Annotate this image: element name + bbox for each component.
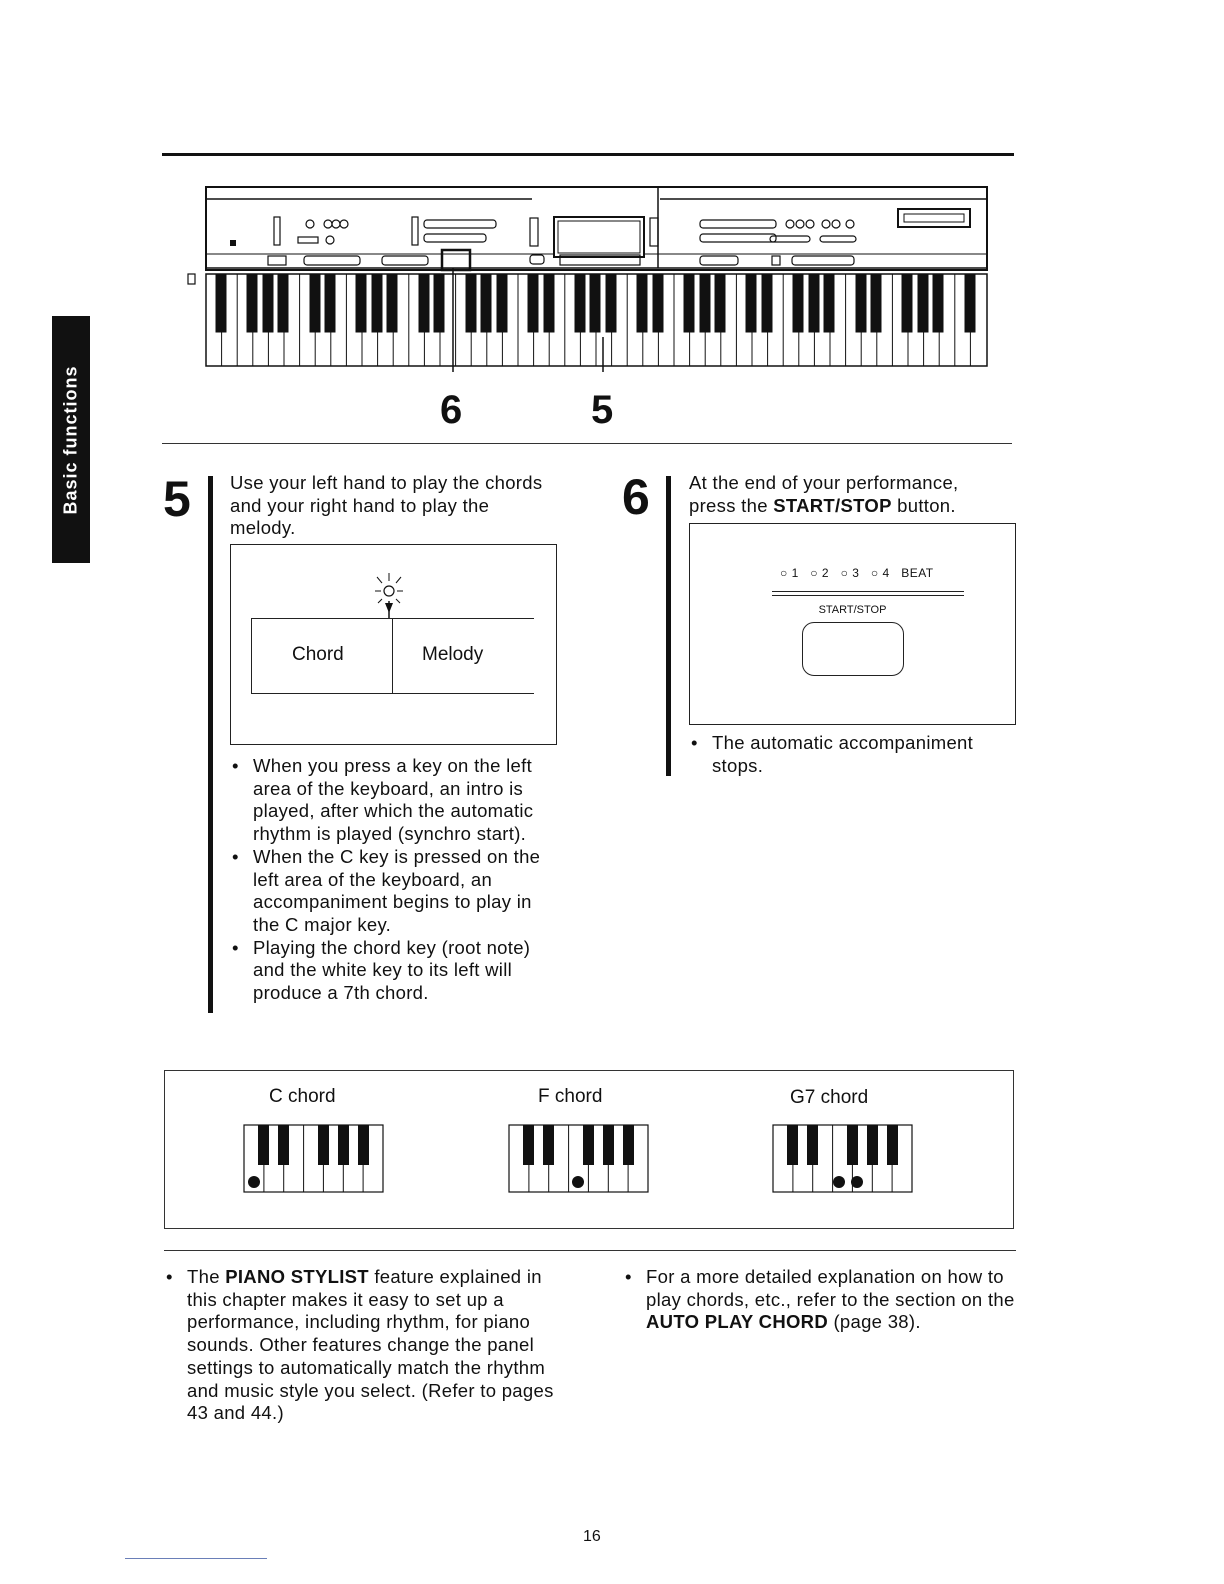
auto-play-chord-emphasis: AUTO PLAY CHORD bbox=[646, 1311, 828, 1333]
step-6-intro bbox=[689, 472, 989, 517]
chord-melody-diagram bbox=[230, 544, 557, 745]
pressed-key-dot bbox=[572, 1176, 584, 1188]
top-rule bbox=[162, 153, 1014, 156]
keyboard-illustration bbox=[180, 182, 1000, 372]
step-5-intro: Use your left hand to play the chords and your right hand to play the melody. bbox=[230, 472, 543, 539]
beat-label: BEAT bbox=[901, 566, 934, 580]
c-chord-label: C chord bbox=[269, 1086, 336, 1107]
split-point bbox=[392, 619, 393, 693]
beat-1-label: 1 bbox=[791, 566, 799, 580]
control-panel bbox=[206, 187, 987, 270]
note-right bbox=[623, 1266, 1015, 1334]
melody-area-label: Melody bbox=[422, 644, 484, 665]
step-5-number: 5 bbox=[163, 471, 191, 527]
beat-4-label: 4 bbox=[882, 566, 890, 580]
keyboard-split-box bbox=[251, 618, 534, 694]
list-item: • When the C key is pressed on the left area of the keyboard, an accompaniment begins to play in the C major key. bbox=[230, 846, 560, 937]
piano-keys bbox=[206, 274, 987, 366]
list-item: • When you press a key on the left area of the keyboard, an intro is played, after which the automatic rhythm is played (synchro start). bbox=[230, 755, 560, 846]
step-5-bullets bbox=[230, 755, 560, 1005]
piano-stylist-emphasis: PIANO STYLIST bbox=[225, 1266, 369, 1287]
section-tab-label: Basic functions bbox=[60, 364, 81, 515]
start-stop-panel bbox=[689, 523, 1016, 725]
pressed-key-dot bbox=[833, 1176, 845, 1188]
g7-chord-keys bbox=[772, 1124, 914, 1194]
beat-lamp-icon: ○ bbox=[780, 566, 788, 580]
beat-indicators bbox=[780, 566, 934, 580]
note-left bbox=[164, 1266, 564, 1425]
f-chord-label: F chord bbox=[538, 1086, 603, 1107]
g7-chord-label: G7 chord bbox=[790, 1087, 869, 1108]
step-6-intro-post: button. bbox=[891, 494, 956, 516]
list-item bbox=[623, 1266, 1015, 1334]
start-stop-button[interactable] bbox=[802, 622, 904, 676]
start-stop-label: START/STOP bbox=[818, 604, 887, 616]
section-rule bbox=[162, 443, 1012, 444]
note-left-pre: The bbox=[187, 1266, 226, 1287]
beat-3-label: 3 bbox=[852, 566, 860, 580]
list-item bbox=[164, 1266, 564, 1425]
callout-6: 6 bbox=[440, 388, 463, 432]
chord-examples-box bbox=[164, 1070, 1014, 1229]
page-number: 16 bbox=[583, 1528, 601, 1545]
notes-rule bbox=[164, 1250, 1016, 1251]
start-stop-emphasis: START/STOP bbox=[773, 494, 892, 516]
panel-divider bbox=[772, 591, 964, 596]
footer-line bbox=[125, 1558, 267, 1559]
pressed-key-dot bbox=[851, 1176, 863, 1188]
beat-lamp-icon: ○ bbox=[810, 566, 819, 580]
note-left-post: feature explained in this chapter makes it easy to set up a performance, including rhythm, for piano sounds. Other features change the panel settings to automatically match the rhythm and music style you select. (Refer to pages 43 and 44.) bbox=[187, 1266, 554, 1424]
note-right-post: (page 38). bbox=[828, 1311, 921, 1333]
note-right-pre: For a more detailed explanation on how to play chords, etc., refer to the section on the bbox=[646, 1266, 1015, 1310]
f-chord-keys bbox=[508, 1124, 650, 1194]
light-icon bbox=[369, 565, 409, 621]
beat-lamp-icon: ○ bbox=[870, 566, 879, 580]
step-6-number: 6 bbox=[622, 469, 650, 525]
section-tab bbox=[52, 316, 90, 563]
chord-area-label: Chord bbox=[292, 644, 344, 665]
step-6-bullets bbox=[689, 732, 1009, 777]
c-chord-keys bbox=[243, 1124, 385, 1194]
beat-lamp-icon: ○ bbox=[840, 566, 849, 580]
pressed-key-dot bbox=[248, 1176, 260, 1188]
list-item: • The automatic accompaniment stops. bbox=[689, 732, 1009, 777]
step-6-bar bbox=[666, 476, 671, 776]
list-item: • Playing the chord key (root note) and the white key to its left will produce a 7th chord. bbox=[230, 937, 560, 1005]
step-6-intro-pre: At the end of your performance, press the bbox=[689, 472, 959, 516]
step-5-bar bbox=[208, 476, 213, 1013]
beat-2-label: 2 bbox=[821, 566, 830, 580]
callout-5: 5 bbox=[591, 388, 614, 432]
